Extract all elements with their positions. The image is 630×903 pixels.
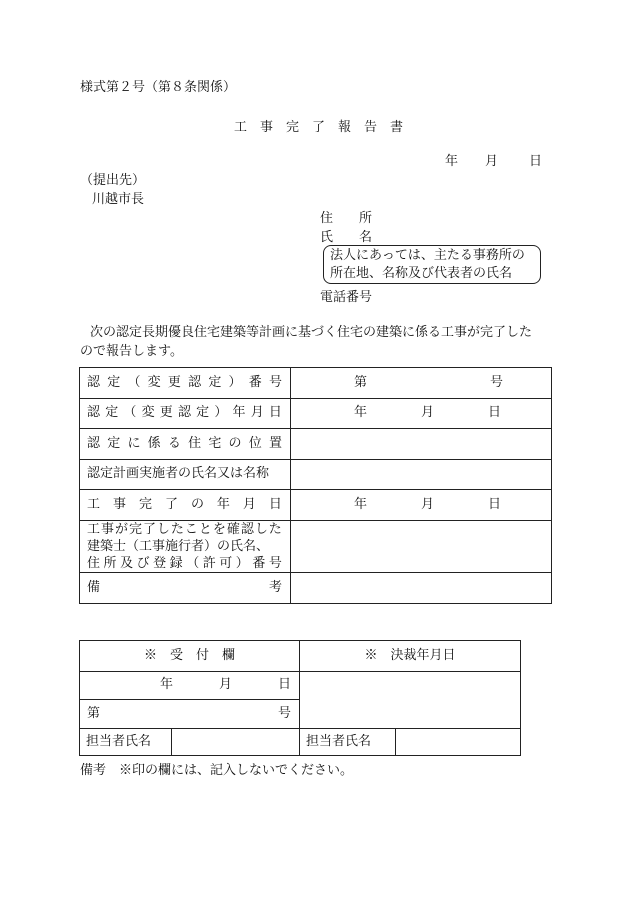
row2-label-char: 定 <box>196 405 210 421</box>
row2-label-char: 年 <box>232 405 246 421</box>
row3-label-char: に <box>127 435 141 451</box>
number-suffix: 号 <box>489 374 503 390</box>
reception-number-suffix: 号 <box>278 705 292 721</box>
reception-header: ※ 受 付 欄 <box>80 641 300 672</box>
completion-year: 年 <box>354 496 368 512</box>
row6-line1-char: こ <box>184 522 198 537</box>
row6-line3-char: 番 <box>252 556 266 571</box>
row2-label-char: （ <box>123 405 137 421</box>
row6-line1-char: た <box>170 522 184 537</box>
office-use-table <box>79 640 521 756</box>
row-architect-label <box>80 521 291 573</box>
row3-label-char: 係 <box>147 435 161 451</box>
row1-label-char: （ <box>127 374 141 390</box>
row6-line3-char: 及 <box>120 556 134 571</box>
decision-date-value[interactable] <box>300 672 521 729</box>
row1-label-char: 認 <box>87 374 101 390</box>
staff-name-label-right: 担当者氏名 <box>300 729 396 756</box>
row3-label-char: 住 <box>188 435 202 451</box>
row3-label-char: 定 <box>107 435 121 451</box>
row5-label-char: の <box>190 496 204 512</box>
row6-line1-char: 完 <box>128 522 142 537</box>
row2-label-char: 認 <box>177 405 191 421</box>
form-number: 様式第２号（第８条関係） <box>80 80 237 95</box>
row6-line3-char: 号 <box>268 556 282 571</box>
row6-line3-char: 録 <box>169 556 183 571</box>
row6-line1-char: が <box>114 522 128 537</box>
row6-line3-char: 所 <box>103 556 117 571</box>
remarks-label-right: 考 <box>268 579 282 595</box>
addressee-heading: （提出先） <box>80 173 146 188</box>
row-house-location-label <box>80 429 291 460</box>
row-remarks-value[interactable] <box>291 573 552 604</box>
row3-label-char: る <box>167 435 181 451</box>
row6-line3-char: 住 <box>87 556 101 571</box>
row5-label-char: 工 <box>87 496 101 512</box>
row2-label-char: 定 <box>105 405 119 421</box>
row-certification-number-label <box>80 368 291 399</box>
row3-label-char: 宅 <box>208 435 222 451</box>
reception-date[interactable] <box>80 672 300 700</box>
cert-year: 年 <box>354 405 368 421</box>
implementer-label-text: 認定計画実施者の氏名又は名称 <box>87 466 270 482</box>
row-certification-date-value[interactable] <box>291 399 552 429</box>
reception-number[interactable] <box>80 700 300 729</box>
row-architect-value[interactable] <box>291 521 552 573</box>
completion-report-table <box>79 367 552 604</box>
row5-label-char: 完 <box>138 496 152 512</box>
completion-month: 月 <box>420 496 434 512</box>
staff-name-label-left: 担当者氏名 <box>80 729 172 756</box>
completion-day: 日 <box>487 496 501 512</box>
row2-label-char: 日 <box>268 405 282 421</box>
row6-line3-char: 登 <box>153 556 167 571</box>
row3-label-char: 認 <box>87 435 101 451</box>
row3-label-char: 位 <box>248 435 262 451</box>
row6-line1-char: 事 <box>100 522 114 537</box>
corporate-note-line2: 所在地、名称及び代表者の氏名 <box>330 266 513 281</box>
reception-year: 年 <box>159 677 173 693</box>
row6-line3-char: （ <box>186 556 200 571</box>
decision-date-header: ※ 決裁年月日 <box>300 641 521 672</box>
document-title: 工 事 完 了 報 告 書 <box>234 120 404 135</box>
row1-label-char: 定 <box>208 374 222 390</box>
row6-line3-char: 可 <box>219 556 233 571</box>
row6-line1-char: し <box>254 522 268 537</box>
row6-line1-char: 確 <box>226 522 240 537</box>
row1-label-char: 認 <box>188 374 202 390</box>
row6-line3-char: び <box>136 556 150 571</box>
row1-label-char: ） <box>228 374 242 390</box>
row1-label-char: 号 <box>268 374 282 390</box>
row6-line1-char: と <box>198 522 212 537</box>
row2-label-char: 認 <box>87 405 101 421</box>
row6-line1-char: 認 <box>240 522 254 537</box>
row-certification-date-label <box>80 399 291 429</box>
reception-month: 月 <box>218 677 232 693</box>
name-label: 氏 名 <box>320 230 373 245</box>
date-month: 月 <box>485 154 499 169</box>
phone-label: 電話番号 <box>320 290 373 305</box>
body-text-line2: ので報告します。 <box>80 344 183 359</box>
row6-line1-char: 了 <box>142 522 156 537</box>
row1-label-char: 更 <box>167 374 181 390</box>
remarks-label-left: 備 <box>87 579 101 595</box>
row5-label-char: 了 <box>164 496 178 512</box>
row6-line1-char: を <box>212 522 226 537</box>
footnote: 備考 ※印の欄には、記入しないでください。 <box>80 763 354 778</box>
row5-label-char: 日 <box>268 496 282 512</box>
row-completion-date-label <box>80 490 291 521</box>
number-prefix: 第 <box>354 374 368 390</box>
row2-label-char: 月 <box>250 405 264 421</box>
row2-label-char: 更 <box>159 405 173 421</box>
row1-label-char: 番 <box>248 374 262 390</box>
reception-number-prefix: 第 <box>87 705 101 721</box>
row1-label-char: 定 <box>107 374 121 390</box>
row-completion-date-value[interactable] <box>291 490 552 521</box>
row-implementer-name-label <box>80 460 291 490</box>
cert-month: 月 <box>420 405 434 421</box>
row2-label-char: 変 <box>141 405 155 421</box>
row-remarks-label <box>80 573 291 604</box>
row1-label-char: 変 <box>147 374 161 390</box>
row6-line1-char: 工 <box>87 522 101 537</box>
row-certification-number-value[interactable] <box>291 368 552 399</box>
row5-label-char: 事 <box>112 496 126 512</box>
addressee-name: 川越市長 <box>92 192 145 207</box>
architect-label-line2: 建築士（工事施行者）の氏名、 <box>87 539 270 554</box>
row6-line1-char: し <box>156 522 170 537</box>
row5-label-char: 月 <box>242 496 256 512</box>
row-house-location-value[interactable] <box>291 429 552 460</box>
cert-day: 日 <box>487 405 501 421</box>
row6-line3-char: 許 <box>202 556 216 571</box>
date-day: 日 <box>529 154 543 169</box>
row5-label-char: 年 <box>216 496 230 512</box>
reception-day: 日 <box>278 677 292 693</box>
staff-name-value-left[interactable] <box>172 729 300 756</box>
row2-label-char: ） <box>214 405 228 421</box>
staff-name-value-right[interactable] <box>396 729 521 756</box>
row-implementer-name-value[interactable] <box>291 460 552 490</box>
row3-label-char: の <box>228 435 242 451</box>
row3-label-char: 置 <box>268 435 282 451</box>
row6-line3-char: ） <box>235 556 249 571</box>
date-year: 年 <box>445 154 459 169</box>
address-label: 住 所 <box>320 211 373 226</box>
row6-line1-char: た <box>268 522 282 537</box>
corporate-note-line1: 法人にあっては、主たる事務所の <box>330 248 525 263</box>
body-text-line1: 次の認定長期優良住宅建築等計画に基づく住宅の建築に係る工事が完了した <box>90 325 533 340</box>
